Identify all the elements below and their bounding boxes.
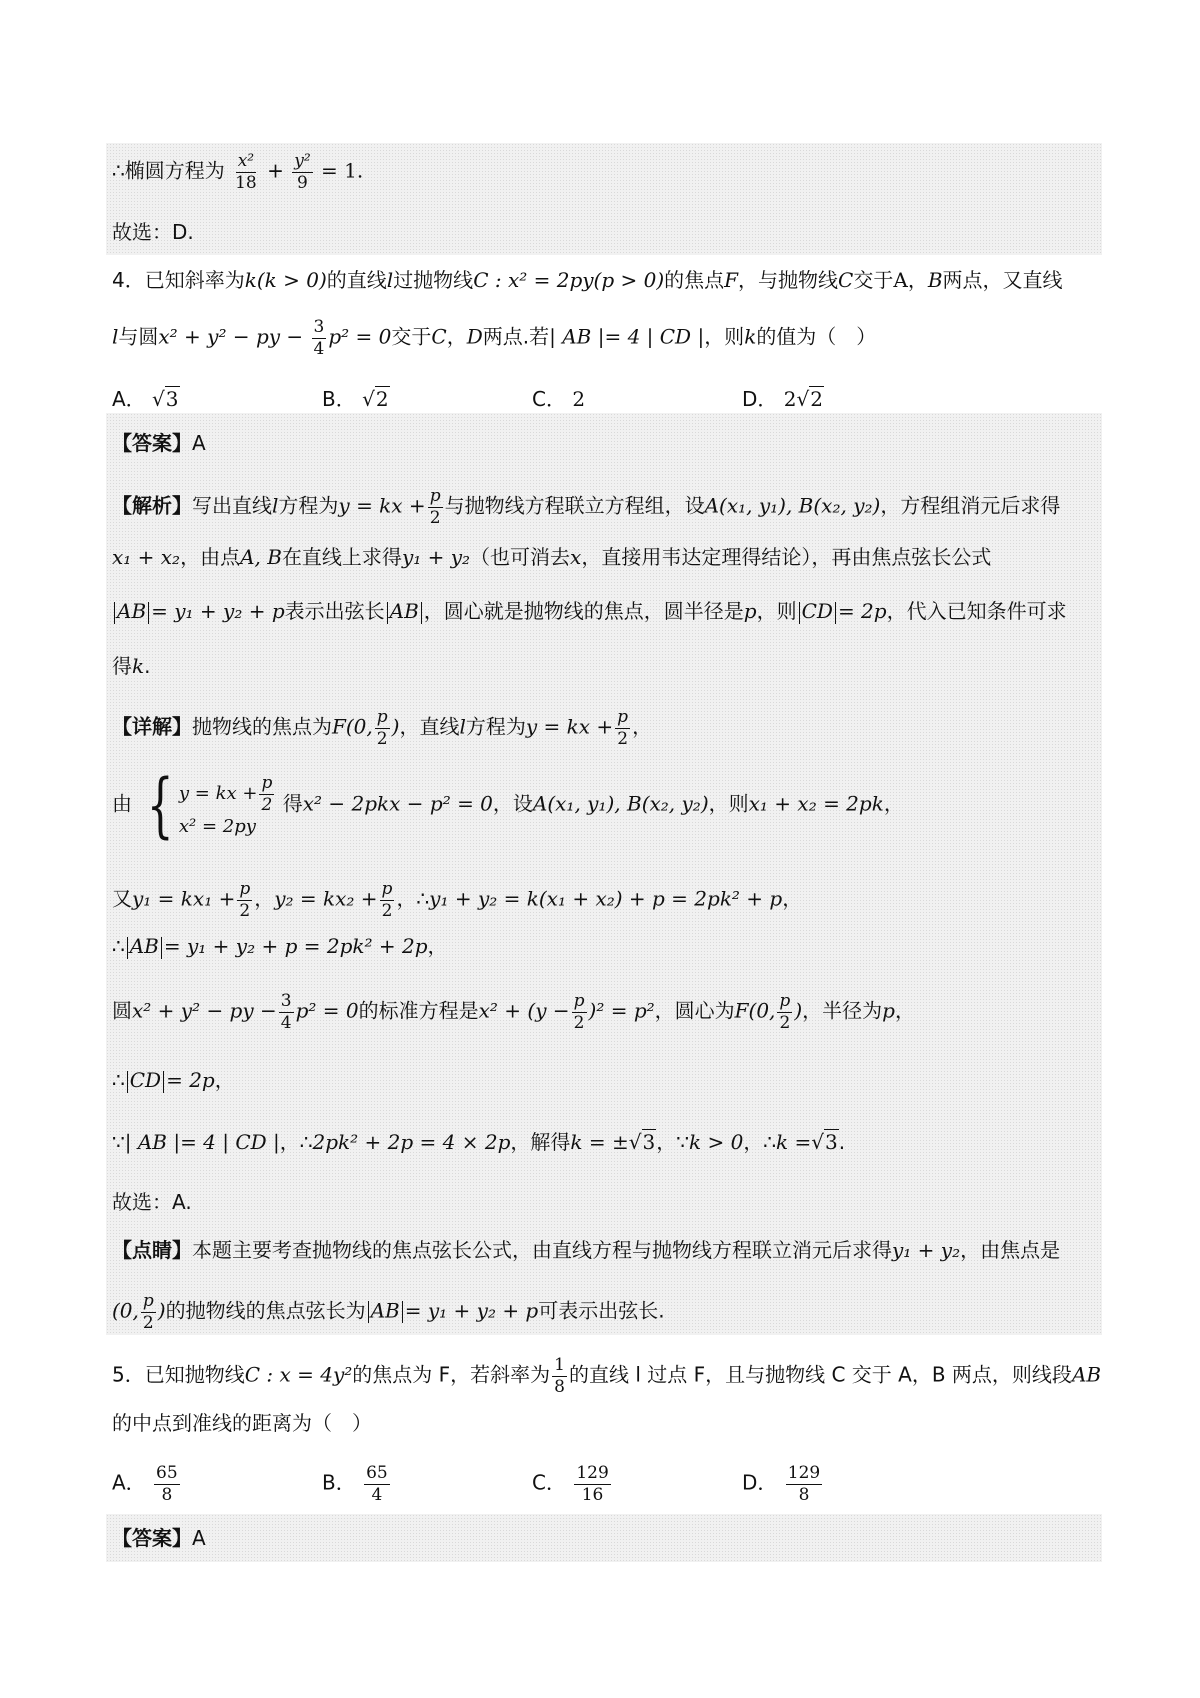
q4-analysis-line-2: x₁ + x₂，由点A, B在直线上求得y₁ + y₂（也可消去x，直接用韦达定理得结论），再由焦点弦长公式 xyxy=(112,545,992,569)
ellipse-equation-line: ∴椭圆方程为 $\frac{\text{x²}}{18}$ + $\frac{\text{y²}}{9}$ = 1. xyxy=(112,151,364,193)
q4-option-d[interactable]: D． 2√2 xyxy=(742,387,823,411)
q4-option-a[interactable]: A． √3 xyxy=(112,387,179,411)
q5-answer: 【答案】A xyxy=(112,1526,206,1550)
q4-detail-line-2: 由 { y = kx + $\frac{p}{2}$ x² = 2py 得x² − 2pkx − p² = 0，设A(x₁, y₁), B(x₂, y₂)，则x₁ + x₂ = 2pk， xyxy=(112,764,904,846)
q4-analysis-line-1: 【解析】写出直线l方程为y = kx + $\frac{p}{2}$ 与抛物线方程联立方程组，设A(x₁, y₁), B(x₂, y₂)，方程组消元后求得 xyxy=(112,486,1061,528)
solution-shade-q5 xyxy=(106,1514,1102,1562)
q5-option-d[interactable]: D． $\frac{129}{8}$ xyxy=(742,1463,821,1505)
q4-analysis-line-3: AB = y₁ + y₂ + p表示出弦长 AB ，圆心就是抛物线的焦点，圆半径是p，则 CD = 2p，代入已知条件可求 xyxy=(112,601,1067,624)
choice-conclusion: 故选：D. xyxy=(112,220,194,244)
q4-option-c[interactable]: C． 2 xyxy=(532,387,586,411)
q5-option-c[interactable]: C． $\frac{129}{16}$ xyxy=(532,1463,609,1505)
question-5-line-1: 5．已知抛物线C : x = 4y²的焦点为 F，若斜率为 $\frac{1}{8}$ 的直线 l 过点 F，且与抛物线 C 交于 A，B 两点，则线段AB xyxy=(112,1355,1102,1397)
q4-detail-line-7: ∵| AB |= 4 | CD |，∴2pk² + 2p = 4 × 2p，解得k = ±√3，∵k > 0，∴k =√3. xyxy=(112,1130,846,1154)
q4-analysis-line-4: 得k. xyxy=(112,654,151,678)
q4-detail-line-5: 圆x² + y² − py − $\frac{3}{4}$ p² = 0的标准方程是x² + (y − $\frac{p}{2}$ )² = p²，圆心为F(0, $\frac{p}{2}$ )，半径为p， xyxy=(112,991,915,1033)
q4-option-b[interactable]: B． √2 xyxy=(322,387,389,411)
q4-answer: 【答案】A xyxy=(112,431,206,455)
q4-remark-line-2: (0, $\frac{p}{2}$ )的抛物线的焦点弦长为 AB = y₁ + y₂ + p可表示出弦长. xyxy=(112,1291,665,1333)
q4-remark-line-1: 【点睛】本题主要考查抛物线的焦点弦长公式，由直线方程与抛物线方程联立消元后求得y₁ + y₂，由焦点是 xyxy=(112,1238,1061,1262)
q4-detail-line-1: 【详解】抛物线的焦点为F(0, $\frac{p}{2}$ )，直线l方程为y = kx + $\frac{p}{2}$ ， xyxy=(112,707,653,749)
q4-detail-choice: 故选：A. xyxy=(112,1190,192,1214)
question-4-line-1: 4．已知斜率为k(k > 0)的直线l过抛物线C : x² = 2py(p > 0)的焦点F，与抛物线C交于A，B两点，又直线 xyxy=(112,268,1063,292)
q5-option-a[interactable]: A． $\frac{65}{8}$ xyxy=(112,1463,178,1505)
q4-detail-line-4: ∴ AB = y₁ + y₂ + p = 2pk² + 2p， xyxy=(112,934,448,958)
question-5-line-2: 的中点到准线的距离为（ ） xyxy=(112,1411,372,1435)
q4-detail-line-3: 又y₁ = kx₁ + $\frac{p}{2}$ ，y₂ = kx₂ + $\frac{p}{2}$ ，∴y₁ + y₂ = k(x₁ + x₂) + p = 2pk² + p， xyxy=(112,879,803,921)
q5-option-b[interactable]: B． $\frac{65}{4}$ xyxy=(322,1463,388,1505)
question-4-line-2: l与圆x² + y² − py − $\frac{3}{4}$ p² = 0交于C，D两点.若| AB |= 4 | CD |，则k的值为（ ） xyxy=(112,317,877,359)
q4-detail-line-6: ∴ CD = 2p， xyxy=(112,1068,235,1092)
